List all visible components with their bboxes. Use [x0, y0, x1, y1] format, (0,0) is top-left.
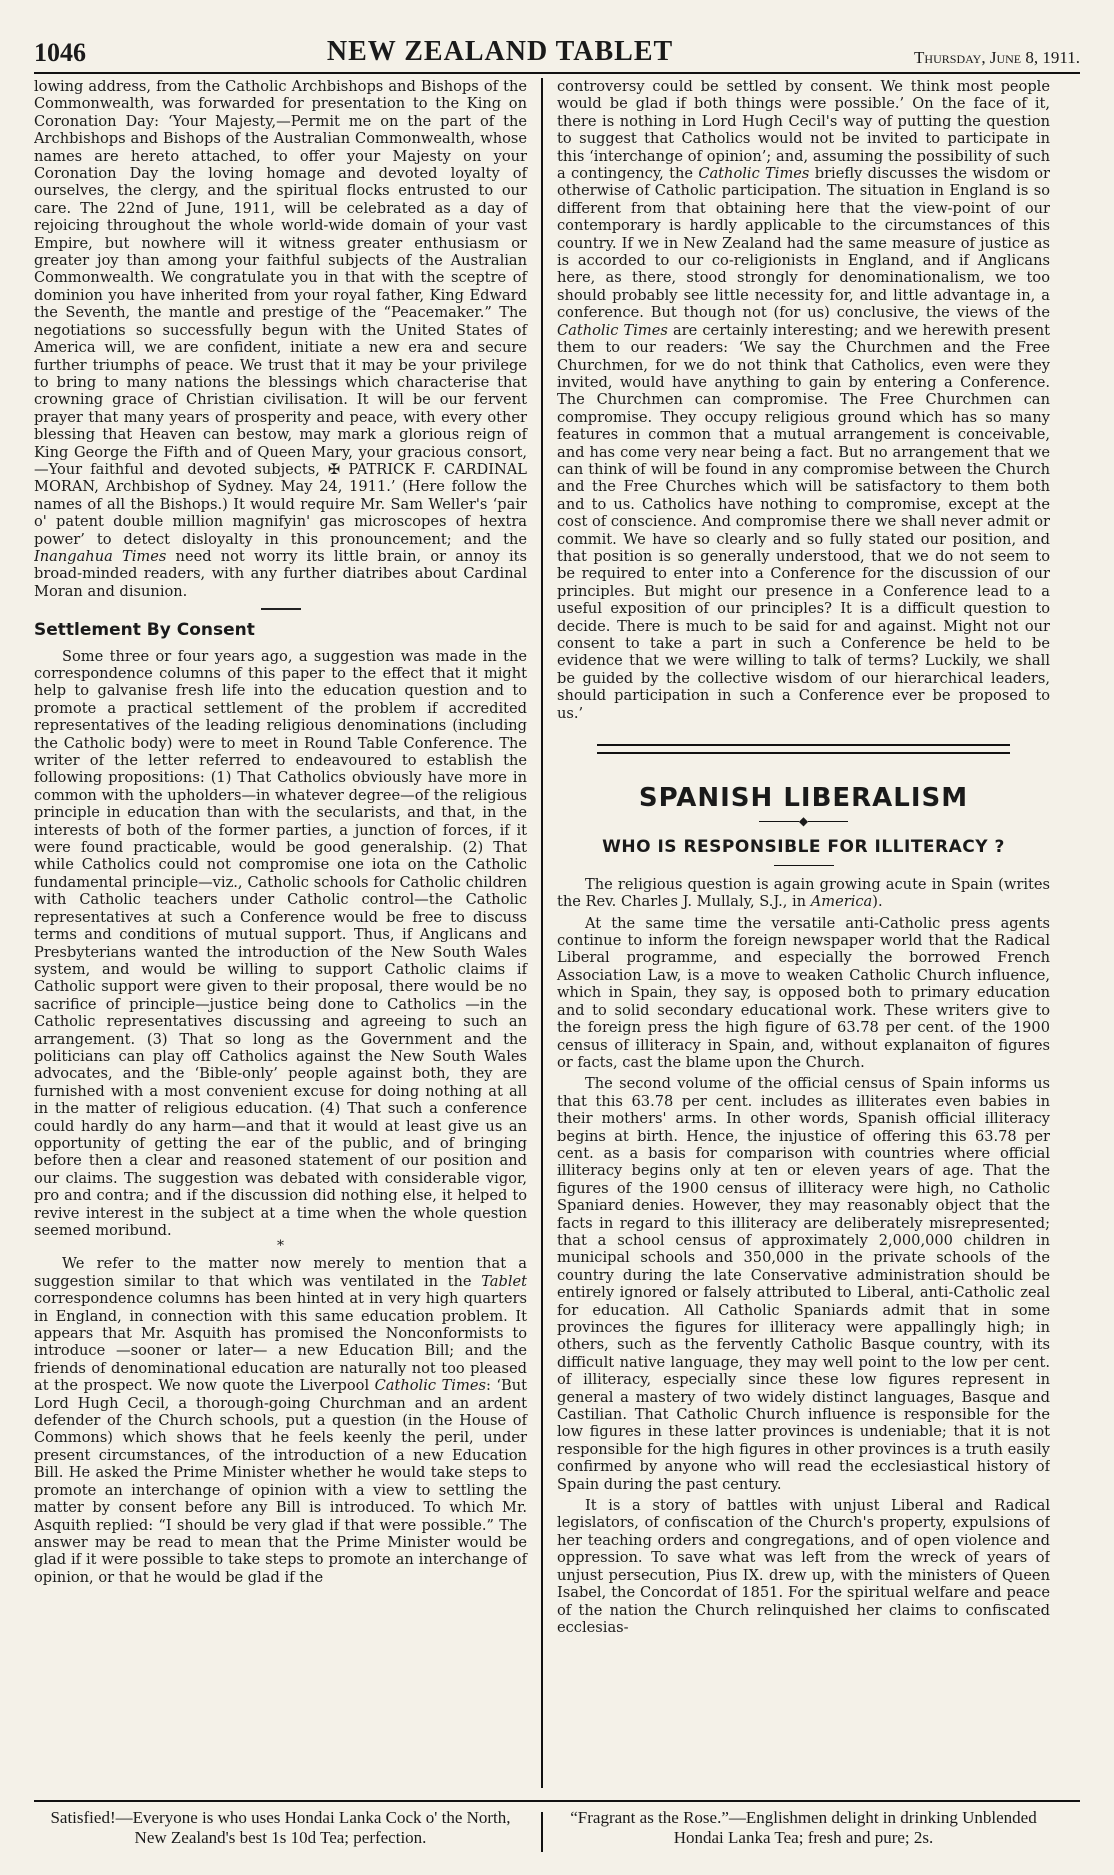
- right-column: [543, 78, 1050, 1788]
- america-title: America: [810, 893, 873, 911]
- spain-intro-close: ).: [872, 893, 883, 911]
- refer-text-a: We refer to the matter now merely to mention that a suggestion similar to that which was ventilated in the: [34, 1255, 527, 1290]
- continuation-text-a: controversy could be settled by consent. We think most people would be glad if both things were possible.’ On the face of it, there is nothing in Lord Hugh Cecil's way of putting the question to suggest that Catholics would not be invited to participate in this ‘interchange of opinion’; and, assuming the possibility of such a contingency, the: [557, 78, 1050, 183]
- refer-text-c: : ‘But Lord Hugh Cecil, a thorough-going Churchman and an ardent defender of the Church schools, put a question (in the House of Commons) which shows that he feels keenly the peril, under present circumstances, of the introduction of a new Education Bill. He asked the Prime Minister whether he would take steps to promote an interchange of opinion with a view to settling the matter by consent before any Bill is introduced. To which Mr. Asquith replied: “I should be very glad if that were possible.” The answer may be read to mean that the Prime Minister would be glad if it were possible to take steps to promote an interchange of opinion, or that he would be glad if the: [34, 1377, 528, 1586]
- left-column: [34, 78, 541, 1788]
- article-columns: [34, 78, 1080, 1788]
- coronation-address-paragraph: [34, 78, 527, 600]
- refer-paragraph: [34, 1255, 527, 1586]
- tablet-title: Tablet: [481, 1272, 527, 1290]
- page-number: 1046: [34, 38, 86, 67]
- catholic-times-title: Catholic Times: [698, 165, 810, 183]
- section-divider: [261, 608, 301, 610]
- continuation-paragraph: [557, 78, 1050, 722]
- settlement-paragraph: Some three or four years ago, a suggestion was made in the correspondence columns of this paper to the effect that it might help to galvanise fresh life into the education question and to promote a practical settlement of the problem if accredited representatives of the leading religious denominations (including the Catholic body) were to meet in Round Table Conference. The writer of the letter referred to endeavoured to establish the following propositions: (1) That Catholics obviously have more in common with the upholders—in whatever degree—of the religious principle in education than with the secularists, and that, in the interests of both of the former parties, a junction of forces, if it were found practicable, would be good generalship. (2) That while Catholics could not compromise one iota on the Catholic fundamental principle—viz., Catholic schools for Catholic children with Catholic teachers under Catholic control—the Catholic representatives at such a Conference would be free to discuss terms and conditions of mutual support. Thus, if Anglicans and Presbyterians wanted the introduction of the New South Wales system, and would be willing to support Catholic claims if Catholic support were given to their proposal, there would be no sacrifice of principle—justice being done to Catholics —in the Catholic representatives discussing and agreeing to such an arrangement. (3) That so long as the Government and the politicians can play off Catholics against the New South Wales advocates, and the ‘Bible-only’ people against both, they are furnished with a most convenient excuse for doing nothing at all in the matter of religious education. (4) That such a conference could hardly do any harm—and that it would at least give us an opportunity of getting the ear of the public, and of bringing before then a clear and reasoned statement of our position and our claims. The suggestion was debated with considerable vigor, pro and contra; and if the discussion did nothing else, it helped to revive interest in the subject at a time when the whole question seemed moribund.: [34, 647, 527, 1239]
- refer-text-b: correspondence columns has been hinted at in very high quarters in England, in connection with this same education problem. It appears that Mr. Asquith has promised the Nonconformists to introduce —sooner or later— a new Education Bill; and the friends of denominational education are naturally not too pleased at the prospect. We now quote the Liverpool: [34, 1290, 527, 1395]
- diamond-icon: ◆: [798, 814, 809, 829]
- ornament-line: [759, 821, 799, 822]
- asterisk-separator: *: [277, 1238, 284, 1255]
- spanish-liberalism-heading: SPANISH LIBERALISM: [638, 783, 969, 814]
- inangahua-times-title: Inangahua Times: [34, 547, 167, 565]
- spain-census-paragraph: The second volume of the official census of Spain informs us that this 63.78 per cent. includes as illiterates even babies in their mothers' arms. In other words, Spanish official illiteracy begins at birth. Hence, the injustice of offering this 63.78 per cent. as a basis for comparison with countries where official illiteracy begins only at ten or eleven years of age. That the figures of the 1900 census of illiteracy were high, no Catholic Spaniard denies. However, they may reasonably object that the facts in regard to this illiteracy are deliberately misrepresented; that a school census of approximately 2,000,000 children in municipal schools and 350,000 in the private schools of the country during the late Conservative administration should be entirely ignored or falsely attributed to Liberal, anti-Catholic zeal for education. All Catholic Spaniards admit that in some provinces the figures for illiteracy were appallingly high; in others, such as the fervently Catholic Basque country, with its difficult native language, they may well point to the low per cent. of illiteracy, especially since these low figures represent in general a mastery of two widely distinct languages, Basque and Castilian. That Catholic Church influence is responsible for the low figures in these latter provinces is undeniable; that it is not responsible for the high figures in other provinces is a truth easily confirmed by anyone who will read the ecclesiastical history of Spain during the past century.: [557, 1075, 1050, 1493]
- paper-title: NEW ZEALAND TABLET: [326, 36, 674, 67]
- ornament-divider: [557, 815, 1050, 827]
- continuation-text-c: are certainly interesting; and we herewith present them to our readers: ‘We say the Churchmen and the Free Churchmen, for we do not think that Catholics, even were they invited, would have anything to gain by entering a Conference. The Churchmen can compromise. The Free Churchmen can compromise. They occupy religious ground which has so many features in common that a mutual arrangement is conceivable, and has come very near being a fact. But no arrangement that we can think of will be found in any compromise between the Church and the Free Churches which will be satisfactory to them both and to us. Catholics have nothing to compromise, except at the cost of conscience. And compromise there we shall never admit or commit. We have so clearly and so fully stated our position, and that position is so generally understood, that we do not seem to be required to enter into a Conference for the discussion of our principles. But might our presence in a Conference lead to a useful exposition of our principles? It is a difficult question to decide. There is much to be said for and against. Might not our consent to take a part in such a Conference be held to be evidence that we were willing to talk of terms? Luckily, we shall be guided by the collective wisdom of our hierarchical leaders, should participation in such a Conference ever be proposed to us.’: [557, 321, 1050, 722]
- tea-advert-left: Satisfied!—Everyone is who uses Hondai Lanka Cock o' the North, New Zealand's best 1s 10d Tea; perfection.: [50, 1808, 511, 1847]
- article-divider: [597, 744, 1010, 754]
- subheading-rule: [774, 865, 834, 866]
- spain-intro-text: The religious question is again growing acute in Spain (writes the Rev. Charles J. Mullaly, S.J., in: [557, 875, 1050, 911]
- continuation-text-b: briefly discusses the wisdom or otherwise of Catholic participation. The situation in England is so different from that obtaining here that the view-point of our contemporary is hardly applicable to the circumstances of this country. If we in New Zealand had the same measure of justice as is accorded to our co-religionists in England, and if Anglicans here, as there, stood strongly for denominationalism, we too should probably see little necessity for, and little advantage in, a conference. But though not (for us) conclusive, the views of the: [557, 165, 1050, 322]
- coronation-address-tail: need not worry its little brain, or annoy its broad-minded readers, with any further diatribes about Cardinal Moran and disunion.: [34, 547, 527, 600]
- coronation-address-text: lowing address, from the Catholic Archbishops and Bishops of the Commonwealth, was forwarded for presentation to the King on Coronation Day: ‘Your Majesty,—Permit me on the part of the Archbishops and Bishops of the Australian Commonwealth, whose names are hereto attached, to offer your Majesty on your Coronation Day the loving homage and devoted loyalty of ourselves, the clergy, and the spiritual flocks entrusted to our care. The 22nd of June, 1911, will be celebrated as a day of rejoicing throughout the whole world-wide domain of your vast Empire, but nowhere will it witness greater enthusiasm or greater joy than among your faithful subjects of the Australian Commonwealth. We congratulate you in that with the sceptre of dominion you have inherited from your royal father, King Edward the Seventh, the mantle and prestige of the “Peacemaker.” The negotiations so successfully begun with the United States of America will, we are confident, initiate a new era and secure further triumphs of peace. We trust that it may be your privilege to bring to many nations the blessings which characterise that crowning grace of Christian civilisation. It will be our fervent prayer that many years of prosperity and peace, with every other blessing that Heaven can bestow, may mark a glorious reign of King George the Fifth and of Queen Mary, your gracious consort,—Your faithful and devoted subjects, ✠ PATRICK F. CARDINAL MORAN, Archbishop of Sydney. May 24, 1911.’ (Here follow the names of all the Bishops.) It would require Mr. Sam Weller's ‘pair o' patent double million magnifyin' gas microscopes of hextra power’ to detect disloyalty in this pronouncement; and the: [34, 78, 527, 548]
- illiteracy-subheading: WHO IS RESPONSIBLE FOR ILLITERACY ?: [602, 837, 1005, 858]
- masthead: [34, 18, 1080, 74]
- tea-advert-right: “Fragrant as the Rose.”—Englishmen delight in drinking Unblended Hondai Lanka Tea; fresh and pure; 2s.: [570, 1808, 1037, 1847]
- ornament-line: [808, 821, 848, 822]
- spain-intro-paragraph: [557, 876, 1050, 911]
- issue-date: Thursday, June 8, 1911.: [914, 48, 1080, 67]
- spain-press-paragraph: At the same time the versatile anti-Catholic press agents continue to inform the foreign newspaper world that the Radical Liberal programme, and especially the borrowed French Association Law, is a move to weaken Catholic Church influence, which in Spain, they say, is opposed both to primary education and to solid secondary educational work. These writers give to the foreign press the high figure of 63.78 per cent. of the 1900 census of illiteracy in Spain, and, without explanaiton of figures or facts, cast the blame upon the Church.: [557, 914, 1050, 1071]
- advertisement-strip: [34, 1800, 1080, 1862]
- settlement-heading: Settlement By Consent: [34, 620, 255, 641]
- catholic-times-title: Catholic Times: [374, 1377, 486, 1395]
- spain-history-paragraph: It is a story of battles with unjust Liberal and Radical legislators, of confiscation of the Church's property, expulsions of her teaching orders and congregations, and of open violence and oppression. To save what was left from the wreck of years of unjust persecution, Pius IX. drew up, with the ministers of Queen Isabel, the Concordat of 1851. For the spiritual welfare and peace of the nation the Church relinquished her claims to confiscated ecclesias-: [557, 1497, 1050, 1636]
- catholic-times-title: Catholic Times: [557, 321, 668, 339]
